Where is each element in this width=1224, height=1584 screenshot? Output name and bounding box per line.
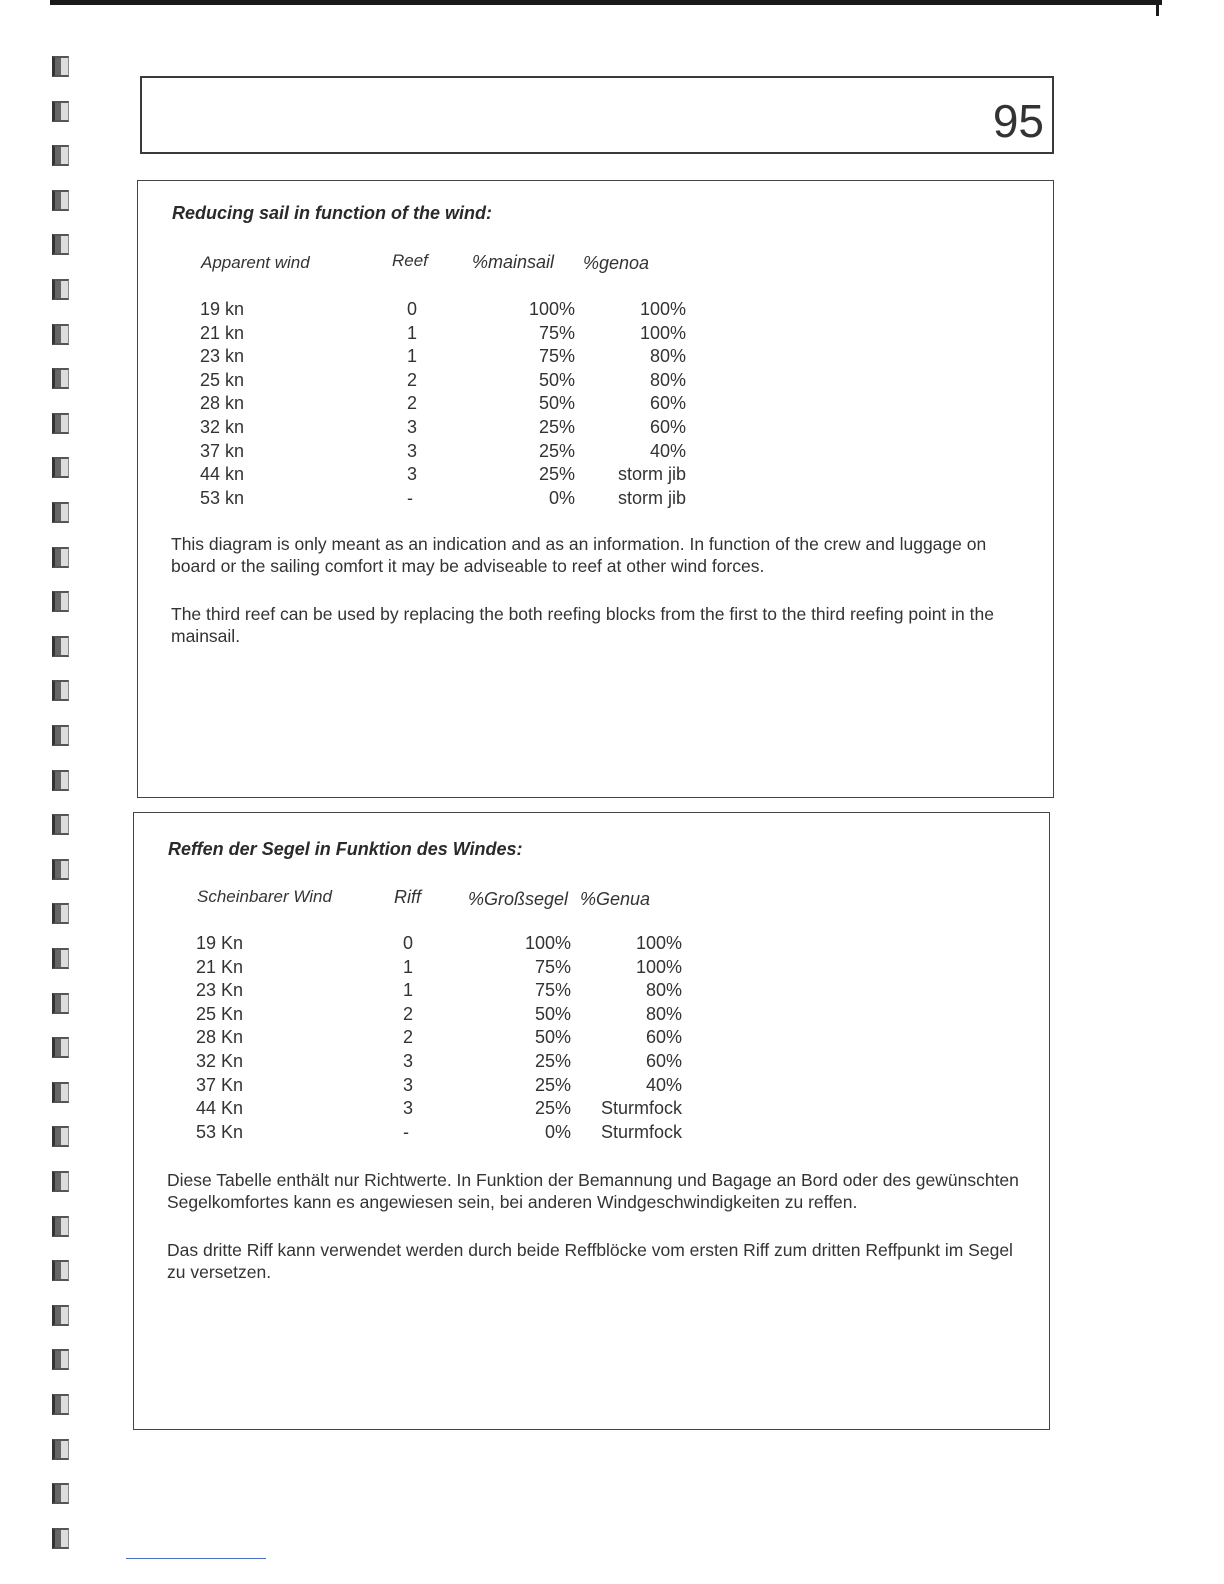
german-table-row xyxy=(196,957,682,981)
german-table-row xyxy=(196,1098,682,1122)
german-genoa-cell: Sturmfock xyxy=(600,1121,682,1142)
german-reef-cell: 0 xyxy=(403,933,414,953)
binding-ring xyxy=(52,1082,69,1103)
english-wind-cell: 32 kn xyxy=(200,416,245,437)
english-reef-cell: 3 xyxy=(407,464,418,485)
german-wind-cell: 32 Kn xyxy=(196,1050,244,1071)
german-genoa-cell: 80% xyxy=(645,1003,682,1024)
german-table-row xyxy=(196,1051,682,1075)
german-reef-cell: 1 xyxy=(403,980,414,1001)
binding-ring xyxy=(52,591,69,612)
english-header-reef: Reef xyxy=(392,251,428,270)
english-mainsail-cell: 25% xyxy=(538,464,575,485)
binding-ring xyxy=(52,368,69,389)
binding-ring xyxy=(52,1394,69,1415)
german-genoa-cell: 100% xyxy=(635,933,682,953)
binding-ring xyxy=(52,413,69,434)
german-wind-cell: 21 Kn xyxy=(196,956,244,977)
english-table-row xyxy=(200,441,686,465)
german-reef-cell: 1 xyxy=(403,956,414,977)
english-genoa-cell: 80% xyxy=(649,346,686,367)
binding-ring xyxy=(52,234,69,255)
german-genoa-cell: 60% xyxy=(645,1050,682,1071)
binding-ring xyxy=(52,680,69,701)
german-reef-cell: - xyxy=(403,1121,409,1142)
english-mainsail-cell: 0% xyxy=(548,487,575,508)
german-header-wind: Scheinbarer Wind xyxy=(197,887,332,906)
german-reef-cell: 2 xyxy=(403,1027,414,1048)
german-wind-cell: 23 Kn xyxy=(196,980,244,1001)
german-header-mainsail: %Großsegel xyxy=(468,889,569,909)
english-mainsail-cell: 50% xyxy=(538,369,575,390)
binding-ring xyxy=(52,814,69,835)
english-wind-cell: 23 kn xyxy=(200,346,245,367)
english-genoa-cell: storm jib xyxy=(617,487,686,508)
english-reef-cell: 1 xyxy=(407,346,418,367)
bottom-underline xyxy=(126,1558,266,1559)
english-reef-cell: 0 xyxy=(407,299,418,319)
binding-ring xyxy=(52,1037,69,1058)
german-wind-cell: 44 Kn xyxy=(196,1098,244,1119)
german-mainsail-cell: 25% xyxy=(534,1098,571,1119)
german-wind-cell: 19 Kn xyxy=(196,933,244,953)
english-table-row xyxy=(200,417,686,441)
binding-ring xyxy=(52,859,69,880)
english-wind-cell: 21 kn xyxy=(200,322,245,343)
english-genoa-cell: 100% xyxy=(639,299,686,319)
german-mainsail-cell: 100% xyxy=(524,933,571,953)
english-table-row xyxy=(200,323,686,347)
german-table-row xyxy=(196,933,682,957)
german-reefing-panel xyxy=(133,812,1050,1430)
english-genoa-cell: 80% xyxy=(649,369,686,390)
english-table-row xyxy=(200,393,686,417)
binding-ring xyxy=(52,1439,69,1460)
english-reef-cell: 1 xyxy=(407,322,418,343)
german-reef-cell: 3 xyxy=(403,1074,414,1095)
german-mainsail-cell: 50% xyxy=(534,1003,571,1024)
english-header-genoa: %genoa xyxy=(583,253,650,273)
binding-ring xyxy=(52,1216,69,1237)
german-header-reef: Riff xyxy=(394,887,421,907)
english-genoa-cell: 100% xyxy=(639,322,686,343)
german-genoa-cell: Sturmfock xyxy=(600,1098,682,1119)
english-wind-cell: 37 kn xyxy=(200,440,245,461)
page-number: 95 xyxy=(992,95,1044,147)
binding-ring xyxy=(52,948,69,969)
binding-ring xyxy=(52,1483,69,1504)
german-genoa-cell: 100% xyxy=(635,956,682,977)
english-mainsail-cell: 25% xyxy=(538,416,575,437)
german-paragraph-1: Diese Tabelle enthält nur Richtwerte. In Funktion der Bemannung und Bagage an Bord oder des gewünschten Segelkomfortes kann es angewiesen sein, bei anderen Windgeschwindigkeiten zu reffen. xyxy=(167,1170,1019,1212)
binding-ring xyxy=(52,1260,69,1281)
english-header-mainsail: %mainsail xyxy=(472,252,555,272)
binding-ring xyxy=(52,1171,69,1192)
english-table-row xyxy=(200,299,686,323)
english-mainsail-cell: 100% xyxy=(528,299,575,319)
binding-ring xyxy=(52,145,69,166)
english-mainsail-cell: 75% xyxy=(538,346,575,367)
german-table-row xyxy=(196,1075,682,1099)
binding-ring xyxy=(52,56,69,77)
german-mainsail-cell: 25% xyxy=(534,1050,571,1071)
english-genoa-cell: 60% xyxy=(649,416,686,437)
german-wind-cell: 53 Kn xyxy=(196,1121,244,1142)
german-genoa-cell: 80% xyxy=(645,980,682,1001)
binding-ring xyxy=(52,993,69,1014)
binding-ring xyxy=(52,502,69,523)
english-reef-cell: 2 xyxy=(407,369,418,390)
german-reef-cell: 3 xyxy=(403,1050,414,1071)
german-table-row xyxy=(196,1027,682,1051)
german-table-row xyxy=(196,1122,682,1146)
english-wind-cell: 25 kn xyxy=(200,369,245,390)
german-wind-cell: 28 Kn xyxy=(196,1027,244,1048)
english-reef-cell: 2 xyxy=(407,393,418,414)
german-wind-cell: 25 Kn xyxy=(196,1003,244,1024)
german-title: Reffen der Segel in Funktion des Windes: xyxy=(168,839,523,859)
english-paragraph-2: The third reef can be used by replacing the both reefing blocks from the first to the third reefing point in the mainsail. xyxy=(171,604,994,646)
spiral-binding xyxy=(48,50,74,1560)
binding-ring xyxy=(52,1349,69,1370)
german-table-row xyxy=(196,1004,682,1028)
german-header-genoa: %Genua xyxy=(580,889,651,909)
german-paragraph-2: Das dritte Riff kann verwendet werden durch beide Reffblöcke vom ersten Riff zum dritten Reffpunkt im Segel zu versetzen. xyxy=(167,1240,1013,1282)
english-reef-table xyxy=(200,299,686,511)
english-mainsail-cell: 50% xyxy=(538,393,575,414)
german-reef-cell: 2 xyxy=(403,1003,414,1024)
english-table-row xyxy=(200,346,686,370)
binding-ring xyxy=(52,1528,69,1549)
english-title: Reducing sail in function of the wind: xyxy=(172,203,492,223)
binding-ring xyxy=(52,770,69,791)
english-mainsail-cell: 25% xyxy=(538,440,575,461)
english-reef-cell: - xyxy=(407,487,413,508)
german-mainsail-cell: 50% xyxy=(534,1027,571,1048)
binding-ring xyxy=(52,1126,69,1147)
german-genoa-cell: 40% xyxy=(645,1074,682,1095)
german-mainsail-cell: 25% xyxy=(534,1074,571,1095)
english-genoa-cell: storm jib xyxy=(617,464,686,485)
english-table-row xyxy=(200,464,686,488)
english-genoa-cell: 40% xyxy=(649,440,686,461)
top-rule xyxy=(50,0,1162,5)
english-reefing-panel xyxy=(137,180,1054,798)
binding-ring xyxy=(52,279,69,300)
german-reef-cell: 3 xyxy=(403,1098,414,1119)
english-header-wind: Apparent wind xyxy=(201,253,310,272)
binding-ring xyxy=(52,725,69,746)
english-wind-cell: 19 kn xyxy=(200,299,245,319)
english-reef-cell: 3 xyxy=(407,440,418,461)
english-reef-cell: 3 xyxy=(407,416,418,437)
english-genoa-cell: 60% xyxy=(649,393,686,414)
german-wind-cell: 37 Kn xyxy=(196,1074,244,1095)
german-mainsail-cell: 75% xyxy=(534,956,571,977)
binding-ring xyxy=(52,636,69,657)
english-wind-cell: 44 kn xyxy=(200,464,245,485)
english-wind-cell: 53 kn xyxy=(200,487,245,508)
binding-ring xyxy=(52,903,69,924)
english-table-row xyxy=(200,370,686,394)
binding-ring xyxy=(52,457,69,478)
german-mainsail-cell: 0% xyxy=(544,1121,571,1142)
german-mainsail-cell: 75% xyxy=(534,980,571,1001)
english-mainsail-cell: 75% xyxy=(538,322,575,343)
binding-ring xyxy=(52,1305,69,1326)
binding-ring xyxy=(52,190,69,211)
german-table-row xyxy=(196,980,682,1004)
german-genoa-cell: 60% xyxy=(645,1027,682,1048)
binding-ring xyxy=(52,324,69,345)
english-table-row xyxy=(200,488,686,512)
binding-ring xyxy=(52,101,69,122)
page-header-box xyxy=(140,76,1054,154)
english-paragraph-1: This diagram is only meant as an indication and as an information. In function of the crew and luggage on board or the sailing comfort it may be adviseable to reef at other wind forces. xyxy=(171,534,987,576)
english-wind-cell: 28 kn xyxy=(200,393,245,414)
binding-ring xyxy=(52,547,69,568)
page-edge-mark xyxy=(1156,0,1159,16)
german-reef-table xyxy=(196,933,682,1145)
